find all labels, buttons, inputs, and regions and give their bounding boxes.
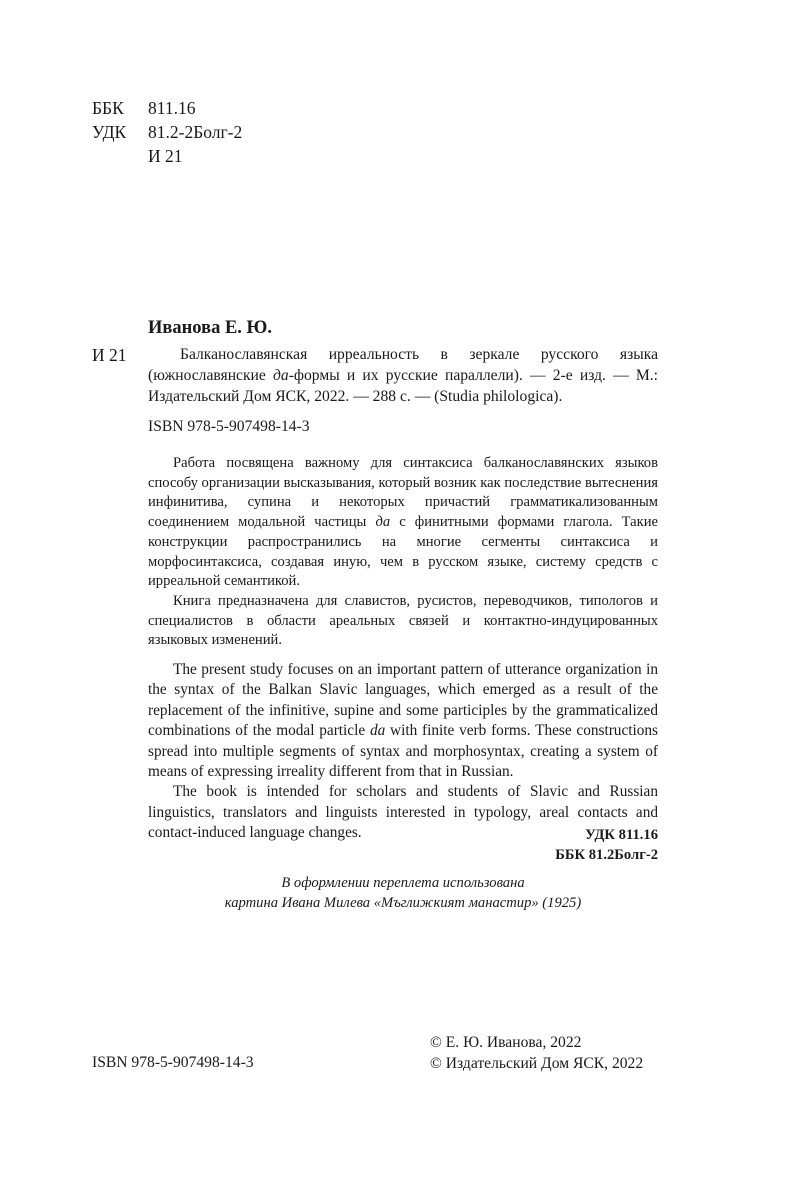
udk-index-row — [92, 120, 242, 144]
biblio-title-italic: да — [273, 367, 289, 384]
annotation-en-paragraph-2: The book is intended for scholars and students of Slavic and Russian linguistics, translators and linguists interested in typology, areal contacts and contact-induced language changes. — [148, 783, 658, 842]
ann-ru-p1-italic: да — [375, 514, 391, 531]
bbk-code: ББК 81.2Болг-2 — [555, 847, 658, 863]
cutter-mark: И 21 — [92, 345, 127, 365]
udk-code: УДК 811.16 — [585, 827, 658, 843]
ann-en-p1-after: with finite verb forms. These constructions spread into multiple segments of syntax and morphosyntax, creating a system of means of expressing irreality different from that in Russian. — [148, 722, 658, 781]
classification-codes — [448, 825, 658, 865]
copyright-block — [430, 1032, 643, 1074]
udk-key: УДК — [92, 122, 127, 142]
annotation-en-paragraph-1 — [148, 660, 658, 782]
annotation-russian — [148, 454, 658, 651]
ann-en-p1-before: The present study focuses on an important pattern of utterance organization in the syntax of the Balkan Slavic languages, which emerged as a result of the replacement of the infinitive, supine and some participles by the grammaticalized combinations of the modal particle — [148, 661, 658, 740]
annotation-ru-paragraph-1 — [148, 454, 658, 592]
bibliographic-description — [148, 344, 658, 407]
author-mark-value: И 21 — [148, 146, 183, 166]
biblio-text — [148, 344, 658, 407]
copyright-publisher: © Издательский Дом ЯСК, 2022 — [430, 1055, 644, 1072]
biblio-title-tail: -формы и их русские параллели). — 2-е изд. — М.: Издательский Дом ЯСК, 2022. — 288 с. — (Studia philologica). — [148, 367, 658, 405]
bbk-value: 811.16 — [148, 98, 196, 118]
cover-note — [148, 873, 658, 913]
author-heading: Иванова Е. Ю. — [148, 318, 272, 338]
annotation-ru-paragraph-2: Книга предназначена для славистов, русистов, переводчиков, типологов и специалистов в области ареальных связей и контактно-индуцированных языковых изменений. — [148, 592, 658, 649]
ann-en-p1-italic: da — [369, 722, 386, 740]
isbn-bottom: ISBN 978-5-907498-14-3 — [92, 1054, 254, 1071]
annotation-english — [148, 660, 658, 844]
bbk-key: ББК — [92, 98, 124, 118]
cover-note-line-2: картина Ивана Милева «Мъглижкият манастир» (1925) — [224, 895, 582, 911]
udk-value: 81.2-2Болг-2 — [148, 122, 243, 142]
author-mark-row — [92, 144, 183, 168]
bbk-index-row — [92, 96, 195, 120]
ann-ru-p1-before: Работа посвящена важному для синтаксиса балканославянских языков способу организации высказывания, который возник как последствие вытеснения инфинитива, супина и некоторых причастий грамматикализованным соединением модальной частицы — [148, 455, 658, 531]
cover-note-line-1: В оформлении переплета использована — [281, 875, 525, 891]
copyright-author: © Е. Ю. Иванова, 2022 — [430, 1034, 582, 1051]
biblio-title: Балканославянская ирреальность в зеркале русского языка (южнославянские — [148, 346, 658, 384]
isbn-top: ISBN 978-5-907498-14-3 — [148, 418, 310, 435]
ann-ru-p1-after: с финитными формами глагола. Такие конструкции распространились на многие сегменты синтаксиса и морфосинтаксиса, создавая иную, чем в русском языке, систему средств с ирреальной семантикой. — [148, 514, 658, 590]
